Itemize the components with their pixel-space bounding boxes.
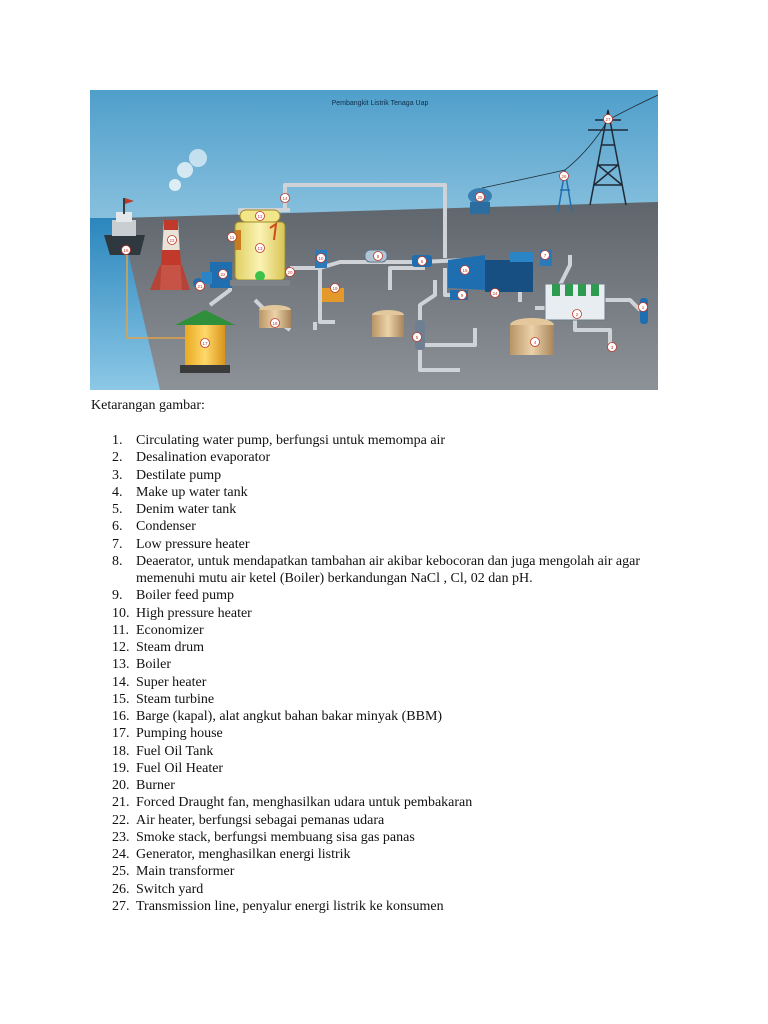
legend-item: [112, 656, 672, 673]
make-up-water-tank: [510, 318, 554, 355]
callout-number: 14: [282, 195, 288, 201]
legend-item-number: 15.: [112, 691, 130, 707]
legend-item-text: Pumping house: [136, 726, 223, 742]
callout-number: 15: [462, 267, 468, 273]
legend-item: [112, 829, 672, 846]
callout-number: 10: [318, 255, 324, 261]
legend-item: [112, 881, 672, 898]
legend-item-text: Smoke stack, berfungsi membuang sisa gas panas: [136, 829, 415, 845]
legend-item-text: Barge (kapal), alat angkut bahan bakar minyak (BBM): [136, 709, 443, 724]
legend-item-number: 14.: [112, 674, 130, 690]
legend-item-number: 22.: [112, 812, 130, 828]
legend-item: [112, 449, 672, 466]
legend-item: [112, 725, 672, 742]
legend-item-text: Low pressure heater: [136, 536, 250, 552]
legend-item-text: Economizer: [136, 622, 204, 638]
legend-item: [112, 553, 672, 588]
callout-number: 22: [220, 271, 226, 277]
legend-item-number: 2.: [112, 450, 123, 466]
legend-item-text: Fuel Oil Heater: [136, 760, 224, 776]
legend-item-text: Deaerator, untuk mendapatkan tambahan air akibar kebocoran dan juga mengolah air agar memenuhi mutu air ketel (Boiler) berkandungan NaCl , Cl, 02 dan pH.: [136, 553, 640, 586]
legend-item-text: Make up water tank: [136, 484, 248, 500]
legend-list: [112, 432, 672, 915]
legend-item-number: 23.: [112, 829, 130, 845]
legend-item: [112, 691, 672, 708]
legend-item-text: Condenser: [136, 519, 196, 535]
legend-caption: Ketarangan gambar:: [91, 398, 205, 413]
legend-item: [112, 777, 672, 794]
legend-item: [112, 432, 672, 449]
legend-item-number: 17.: [112, 726, 130, 742]
legend-item-number: 18.: [112, 743, 130, 759]
legend-item-number: 21.: [112, 795, 130, 811]
legend-item: [112, 812, 672, 829]
legend-item: [112, 605, 672, 622]
legend-item: [112, 536, 672, 553]
legend-item: [112, 898, 672, 915]
legend-item-number: 20.: [112, 778, 130, 793]
callout-number: 8: [376, 253, 380, 259]
smoke-puff: [189, 149, 207, 167]
legend-item-text: Forced Draught fan, menghasilkan udara untuk pembakaran: [136, 795, 473, 811]
smoke-puff: [177, 162, 193, 178]
legend-item: [112, 501, 672, 518]
legend-item-text: Denim water tank: [136, 502, 237, 517]
legend-item-text: High pressure heater: [136, 605, 252, 621]
legend-item: [112, 794, 672, 811]
callout-number: 20: [287, 269, 293, 275]
legend-item: [112, 639, 672, 656]
legend-item: [112, 863, 672, 880]
callout-number: 26: [561, 173, 567, 179]
legend-item-number: 11.: [112, 622, 129, 638]
callout-number: 21: [197, 283, 203, 289]
legend-item-number: 27.: [112, 898, 130, 914]
legend-item-number: 7.: [112, 536, 123, 552]
legend-item-text: Transmission line, penyalur energi listrik ke konsumen: [136, 898, 444, 914]
legend-item-number: 12.: [112, 640, 130, 655]
callout-number: 9: [460, 292, 464, 298]
legend-item-number: 8.: [112, 553, 123, 569]
power-plant-diagram: [90, 90, 658, 390]
callout-number: 2: [575, 311, 579, 317]
legend-item-text: Burner: [136, 778, 175, 793]
callout-number: 16: [123, 247, 129, 253]
callout-number: 19: [332, 285, 338, 291]
legend-item-number: 26.: [112, 881, 130, 897]
power-plant-illustration: [90, 90, 658, 390]
callout-number: 12: [257, 213, 263, 219]
legend-item-number: 4.: [112, 484, 123, 500]
legend-item-number: 24.: [112, 847, 130, 862]
legend-item-text: Desalination evaporator: [136, 450, 271, 466]
callout-number: 25: [477, 194, 483, 200]
legend-item-text: Main transformer: [136, 864, 235, 880]
callout-number: 18: [272, 320, 278, 326]
smoke-puff: [169, 179, 181, 191]
callout-number: 1: [641, 304, 645, 310]
legend-item-number: 1.: [112, 433, 123, 448]
legend-item: [112, 743, 672, 760]
callout-number: 11: [229, 234, 235, 240]
callout-number: 17: [202, 340, 208, 346]
legend-item-text: Circulating water pump, berfungsi untuk memompa air: [136, 433, 446, 448]
callout-number: 5: [415, 334, 419, 340]
legend-item-number: 13.: [112, 657, 130, 673]
legend-item: [112, 467, 672, 484]
legend-item: [112, 518, 672, 535]
legend-item-number: 6.: [112, 519, 123, 535]
legend-item-text: Super heater: [136, 674, 207, 690]
legend-item: [112, 674, 672, 691]
legend-item-text: Air heater, berfungsi sebagai pemanas udara: [136, 812, 385, 828]
legend-item: [112, 708, 672, 725]
legend-item: [112, 760, 672, 777]
legend-item-number: 9.: [112, 588, 123, 604]
denim-water-tank: [372, 310, 404, 337]
legend-item-text: Generator, menghasilkan energi listrik: [136, 847, 351, 862]
legend-item-number: 3.: [112, 467, 123, 483]
legend-item-text: Fuel Oil Tank: [136, 743, 214, 759]
callout-number: 13: [257, 245, 263, 251]
callout-number: 27: [605, 116, 611, 122]
callout-number: 6: [420, 258, 424, 264]
legend-item-text: Boiler: [136, 657, 171, 673]
legend-item: [112, 587, 672, 604]
callout-number: 7: [543, 252, 547, 258]
legend-item-text: Destilate pump: [136, 467, 222, 483]
legend-item: [112, 484, 672, 501]
legend-item-number: 25.: [112, 864, 130, 880]
legend-item-text: Steam turbine: [136, 691, 215, 707]
legend-item-number: 19.: [112, 760, 130, 776]
callout-number: 4: [533, 339, 537, 345]
callout-number: 23: [169, 237, 175, 243]
legend-item-text: Boiler feed pump: [136, 588, 234, 604]
economizer: [235, 230, 241, 250]
legend-item-text: Steam drum: [136, 640, 205, 655]
legend-item: [112, 622, 672, 639]
figure-title: Pembangkit Listrik Tenaga Uap: [331, 100, 429, 107]
callout-number: 24: [492, 290, 498, 296]
callout-number: 3: [610, 344, 614, 350]
legend-item-number: 16.: [112, 709, 130, 724]
legend-item-number: 10.: [112, 605, 130, 621]
legend-item: [112, 846, 672, 863]
legend-item-number: 5.: [112, 502, 123, 517]
legend-item-text: Switch yard: [136, 881, 204, 897]
